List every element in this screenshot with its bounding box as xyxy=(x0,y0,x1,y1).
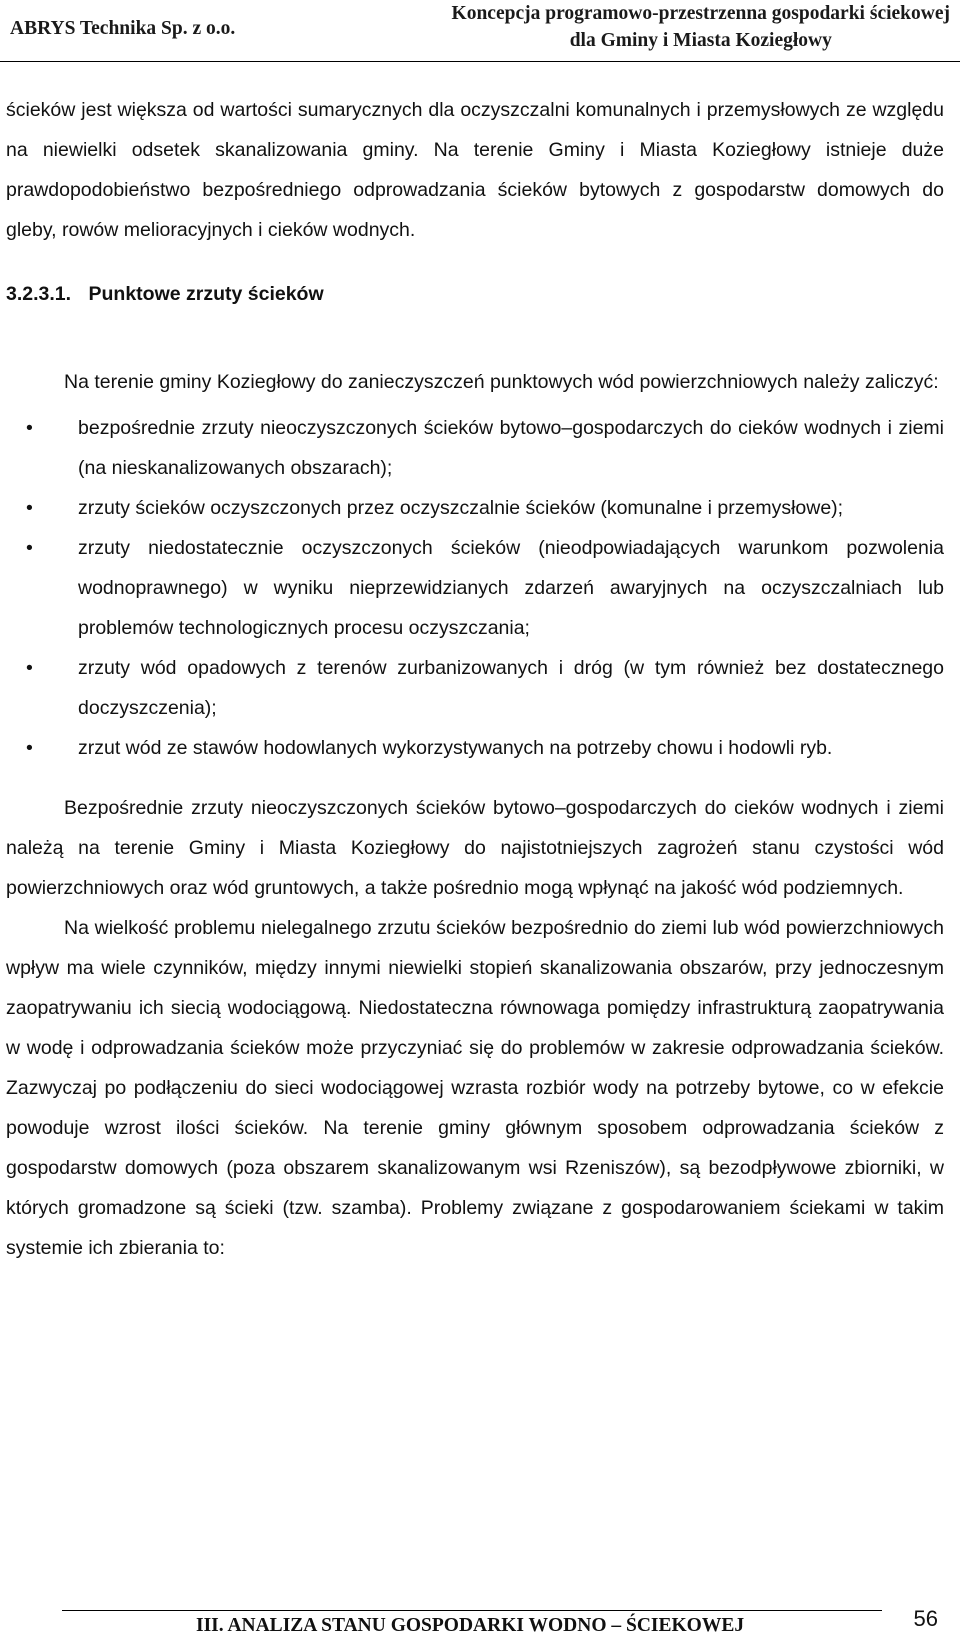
document-body xyxy=(6,90,944,1268)
bullet-icon: • xyxy=(26,417,33,439)
header-divider xyxy=(0,61,960,62)
section-number: 3.2.3.1. xyxy=(6,283,72,305)
section-title: Punktowe zrzuty ścieków xyxy=(88,283,324,305)
bullet-icon: • xyxy=(26,737,33,759)
list-item-text: zrzut wód ze stawów hodowlanych wykorzystywanych na potrzeby chowu i hodowli ryb. xyxy=(78,737,833,759)
footer-section-title: III. ANALIZA STANU GOSPODARKI WODNO – ŚCIEKOWEJ xyxy=(196,1615,745,1636)
section-heading xyxy=(6,274,944,314)
direct-discharge-paragraph: Bezpośrednie zrzuty nieoczyszczonych ścieków bytowo–gospodarczych do cieków wodnych i ziemi należą na terenie Gminy i Miasta Koziegłowy do najistotniejszych zagrożeń stanu czystości wód powierzchniowych oraz wód gruntowych, a także pośrednio mogą wpłynąć na jakość wód podziemnych. xyxy=(6,797,944,899)
list-item xyxy=(6,528,944,648)
list-item-text: bezpośrednie zrzuty nieoczyszczonych ścieków bytowo–gospodarczych do cieków wodnych i ziemi (na nieskanalizowanych obszarach); xyxy=(78,417,944,479)
bullet-icon: • xyxy=(26,537,33,559)
page-footer xyxy=(0,1600,960,1645)
list-item-text: zrzuty ścieków oczyszczonych przez oczyszczalnie ścieków (komunalne i przemysłowe); xyxy=(78,497,844,519)
intro-paragraph: ścieków jest większa od wartości sumarycznych dla oczyszczalni komunalnych i przemysłowych ze względu na niewielki odsetek skanalizowania gminy. Na terenie Gminy i Miasta Koziegłowy istnieje duże prawdopodobieństwo bezpośredniego odprowadzania ścieków bytowych z gospodarstw domowych do gleby, rowów melioracyjnych i cieków wodnych. xyxy=(6,99,944,241)
document-title xyxy=(452,0,950,54)
document-title-line2: dla Gminy i Miasta Koziegłowy xyxy=(569,30,832,51)
company-name: ABRYS Technika Sp. z o.o. xyxy=(10,18,236,39)
list-item xyxy=(6,648,944,728)
list-item xyxy=(6,408,944,488)
bullet-icon: • xyxy=(26,497,33,519)
list-item xyxy=(6,728,944,768)
page-header xyxy=(0,0,960,62)
bullet-icon: • xyxy=(26,657,33,679)
page-number: 56 xyxy=(913,1606,938,1631)
footer-divider xyxy=(62,1610,882,1611)
problem-scale-paragraph: Na wielkość problemu nielegalnego zrzutu ścieków bezpośrednio do ziemi lub wód powierzchniowych wpływ ma wiele czynników, między innymi niewielki stopień skanalizowania obszarów, przy jednoczesnym zaopatrywaniu ich siecią wodociągową. Niedostateczna równowaga pomiędzy infrastrukturą zaopatrywania w wodę i odprowadzania ścieków może przyczyniać się do problemów w zakresie odprowadzania ścieków. Zazwyczaj po podłączeniu do sieci wodociągowej wzrasta rozbiór wody na potrzeby bytowe, co w efekcie powoduje wzrost ilości ścieków. Na terenie gminy głównym sposobem odprowadzania ścieków z gospodarstw domowych (poza obszarem skanalizowanym wsi Rzeniszów), są bezodpływowe zbiorniki, w których gromadzone są ścieki (tzw. szamba). Problemy związane z gospodarowaniem ściekami w takim systemie ich zbierania to: xyxy=(6,917,944,1259)
document-title-line1: Koncepcja programowo-przestrzenna gospodarki ściekowej xyxy=(451,3,950,24)
lead-paragraph: Na terenie gminy Koziegłowy do zanieczyszczeń punktowych wód powierzchniowych należy zaliczyć: xyxy=(64,371,939,393)
list-item-text: zrzuty niedostatecznie oczyszczonych ścieków (nieodpowiadających warunkom pozwolenia wodnoprawnego) w wyniku nieprzewidzianych zdarzeń awaryjnych na oczyszczalniach lub problemów technologicznych procesu oczyszczania; xyxy=(78,537,944,639)
point-discharge-list xyxy=(6,408,944,768)
list-item xyxy=(6,488,944,528)
list-item-text: zrzuty wód opadowych z terenów zurbanizowanych i dróg (w tym również bez dostatecznego doczyszczenia); xyxy=(78,657,944,719)
